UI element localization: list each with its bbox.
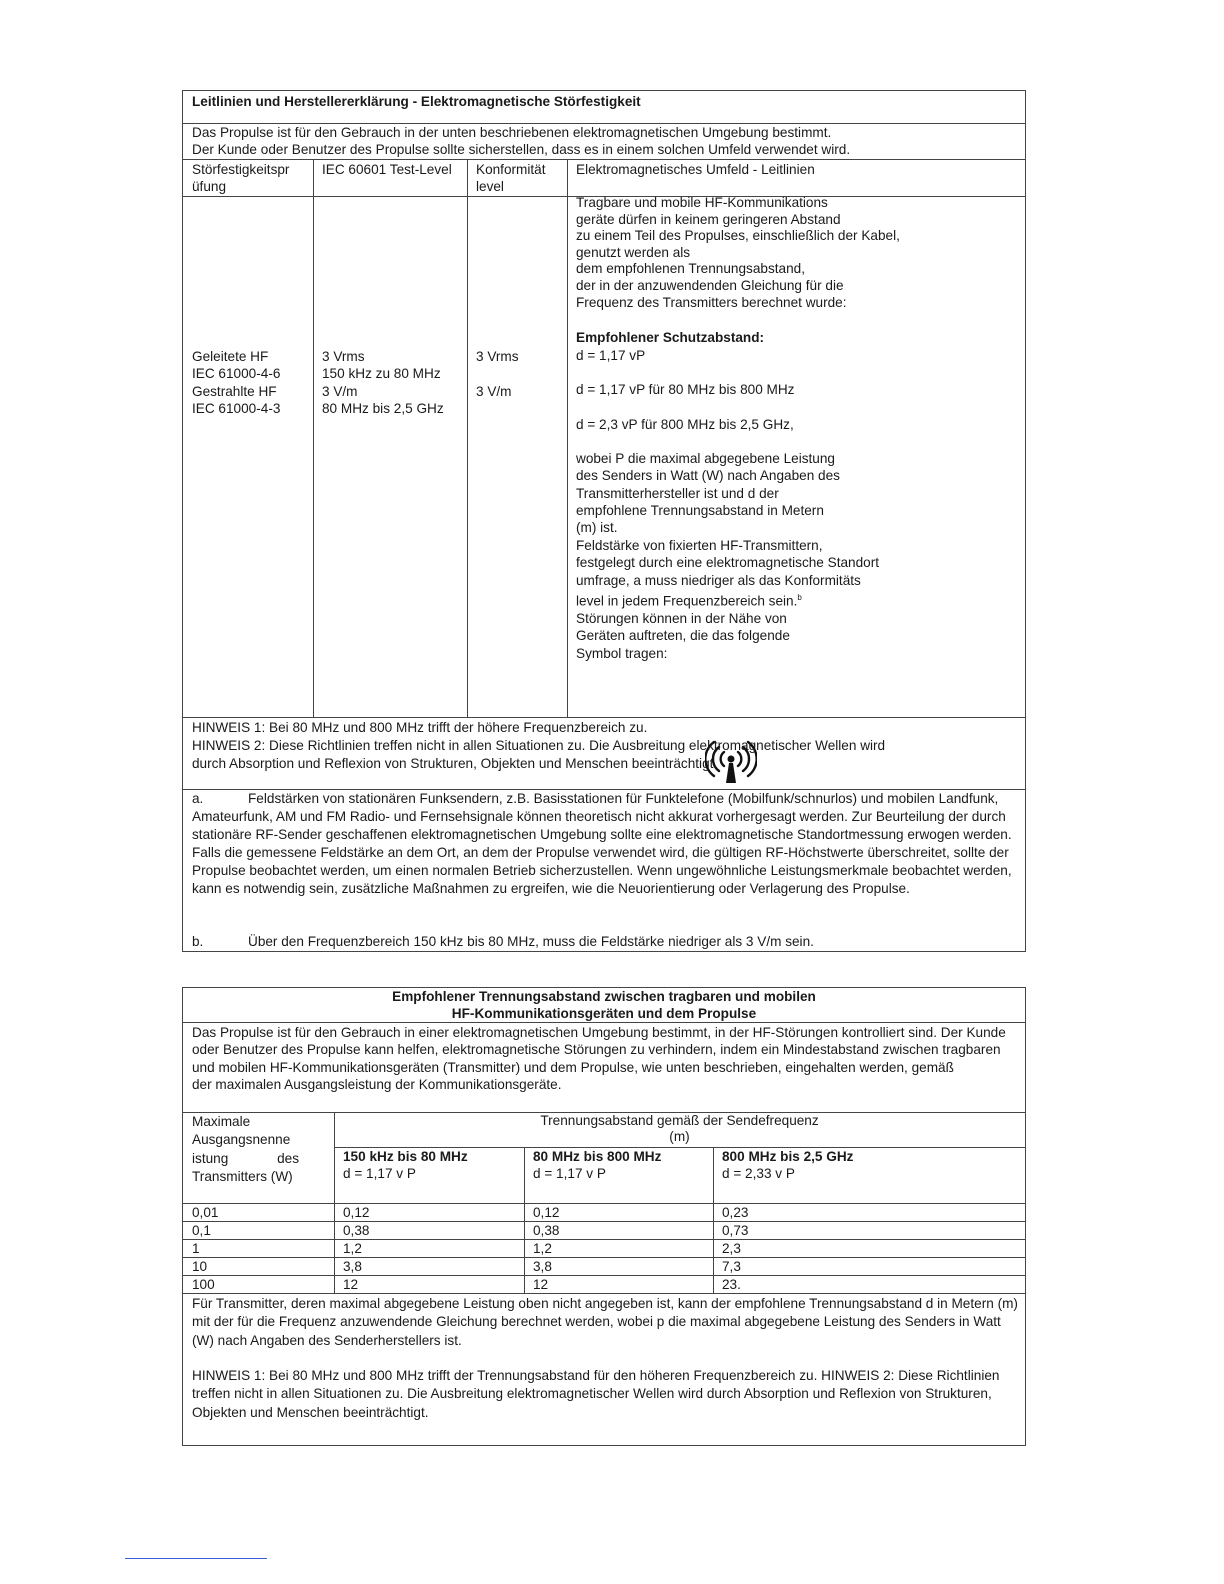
band-3-range: 800 MHz bis 2,5 GHz [722, 1149, 854, 1164]
header-level: IEC 60601 Test-Level [322, 162, 452, 177]
distance-cell: 0,12 [533, 1205, 560, 1220]
band-1-range: 150 kHz bis 80 MHz [343, 1149, 468, 1164]
guidance-bold: Empfohlener Schutzabstand: [576, 330, 765, 346]
distance-cell: 1,2 [343, 1241, 362, 1256]
immunity-intro-row [183, 124, 1025, 160]
footnote-b-text: Über den Frequenzbereich 150 kHz bis 80 MHz, muss die Feldstärke niedriger als 3 V/m sein. [248, 934, 814, 949]
guidance-end: Störungen können in der Nähe von Geräten auftreten, die das folgende Symbol tragen: [576, 610, 790, 661]
distance-cell: 0,23 [722, 1205, 749, 1220]
header-guidance: Elektromagnetisches Umfeld - Leitlinien [576, 162, 815, 177]
separation-title-row [183, 988, 1025, 1023]
separation-table [182, 987, 1026, 1446]
table-row [183, 1258, 1025, 1276]
band-3-formula: d = 2,33 v P [722, 1166, 795, 1182]
distance-cell: 3,8 [533, 1259, 552, 1274]
table-row [183, 1204, 1025, 1222]
immunity-header-row [183, 160, 1025, 197]
test-levels: 3 Vrms 150 kHz zu 80 MHz 3 V/m 80 MHz bis 2,5 GHz [322, 349, 444, 417]
footnote-b [183, 933, 1019, 950]
distance-cell: 3,8 [343, 1259, 362, 1274]
separation-title: Empfohlener Trennungsabstand zwischen tragbaren und mobilen HF-Kommunikationsgeräten und dem Propulse [392, 989, 816, 1021]
power-cell: 100 [192, 1277, 215, 1292]
immunity-body-row [183, 197, 1025, 718]
distance-cell: 12 [533, 1277, 549, 1292]
footnote-b-label: b. [192, 934, 204, 949]
formula-2: d = 1,17 vP für 80 MHz bis 800 MHz [576, 381, 795, 397]
footnote-a-text: Feldstärken von stationären Funksendern, z.B. Basisstationen für Funktelefone (Mobilfunk/schnurlos) und mobilen Landfunk, Amateurfunk, AM und FM Radio- und Fernsehsignale können theoretisch nicht akkurat vorhergesagt werden. Zur Beurteilung der durch stationäre RF-Sender geschaffenen elektromagnetischen Umgebung sollte eine elektromagnetische Standortmessung erwogen werden. Falls die gemessene Feldstärke an dem Ort, an dem der Propulse verwendet wird, die gültigen RF-Höchstwerte überschreitet, sollte der Propulse beobachtet werden, um einen normalen Betrieb sicherzustellen. Wenn ungewöhnliche Leistungsmerkmale beobachtet werden, kann es notwendig sein, zusätzliche Maßnahmen zu ergreifen, wie die Neuorientierung oder Verlagerung des Propulse. [192, 791, 1012, 896]
distance-cell: 0,38 [533, 1223, 560, 1238]
immunity-title-row [183, 91, 1025, 124]
guidance-rest: wobei P die maximal abgegebene Leistung des Senders in Watt (W) nach Angaben des Transmitterhersteller ist und d der empfohlene Trennungsabstand in Metern (m) ist. Feldstärke von fixierten HF-Transmittern, festgelegt durch eine elektromagnetische Standort umfrage, a muss niedriger als das Konformitäts level in jedem Frequenzbereich sein. [576, 450, 880, 609]
distance-cell: 12 [343, 1277, 359, 1292]
power-cell: 0,1 [192, 1223, 211, 1238]
footnote-a-label: a. [192, 791, 204, 806]
table-row [183, 1222, 1025, 1240]
separation-header-row [183, 1113, 1025, 1204]
footnote-separator [125, 1558, 267, 1559]
distance-cell: 7,3 [722, 1259, 741, 1274]
table-row [183, 1276, 1025, 1294]
span-header-cell [334, 1113, 1025, 1148]
separation-intro-row [183, 1023, 1025, 1113]
power-header: Maximale Ausgangsnenne istung des Transmitters (W) [192, 1114, 299, 1184]
footnote-a [183, 790, 1019, 898]
distance-cell: 0,38 [343, 1223, 370, 1238]
distance-cell: 0,12 [343, 1205, 370, 1220]
band-2 [524, 1148, 661, 1183]
immunity-table [182, 90, 1026, 952]
power-cell: 1 [192, 1241, 200, 1256]
guidance-sup: b [797, 593, 802, 603]
separation-intro: Das Propulse ist für den Gebrauch in einer elektromagnetischen Umgebung bestimmt, in der HF-Störungen kontrolliert sind. Der Kunde oder Benutzer des Propulse kann helfen, elektromagnetische Störungen zu verhindern, indem ein Mindestabstand zwischen tragbaren und mobilen HF-Kommunikationsgeräten (Transmitter) und dem Propulse, wie unten beschrieben, eingehalten werden, gemäß der maximalen Ausgangsleistung der Kommunikationsgeräte. [192, 1025, 1006, 1093]
formula-1: d = 1,17 vP [576, 347, 646, 363]
band-2-range: 80 MHz bis 800 MHz [533, 1149, 662, 1164]
table-row [183, 1240, 1025, 1258]
band-1 [334, 1148, 468, 1183]
guidance-rest-block [576, 450, 1027, 610]
distance-cell: 1,2 [533, 1241, 552, 1256]
band-1-formula: d = 1,17 v P [343, 1166, 416, 1182]
band-2-formula: d = 1,17 v P [533, 1166, 606, 1182]
band-3 [713, 1148, 853, 1183]
power-cell: 10 [192, 1259, 208, 1274]
immunity-notes: HINWEIS 1: Bei 80 MHz und 800 MHz trifft der höhere Frequenzbereich zu. HINWEIS 2: Diese Richtlinien treffen nicht in allen Situationen zu. Die Ausbreitung elektromagnetischer Wellen wird durch Absorption und Reflexion von Strukturen, Objekten und Menschen beeinträchtigt. [192, 720, 886, 771]
separation-notes: HINWEIS 1: Bei 80 MHz und 800 MHz trifft der Trennungsabstand für den höheren Frequenzbereich zu. HINWEIS 2: Diese Richtlinien treffen nicht in allen Situationen zu. Die Ausbreitung elektromagnetischer Wellen wird durch Absorption und Reflexion von Strukturen, Objekten und Menschen beeinträchtigt. [192, 1368, 1000, 1420]
immunity-footnotes-row [183, 790, 1025, 953]
guidance-column [567, 195, 1027, 662]
guidance-intro: Tragbare und mobile HF-Kommunikations geräte dürfen in keinem geringeren Abstand zu einem Teil des Propulses, einschließlich der Kabel, genutzt werden als dem empfohlenen Trennungsabstand, der in der anzuwendenden Gleichung für die Frequenz des Transmitters berechnet wurde: [576, 195, 900, 310]
immunity-intro: Das Propulse ist für den Gebrauch in der unten beschriebenen elektromagnetischen Umgebung bestimmt. Der Kunde oder Benutzer des Propulse sollte sicherstellen, dass es in einem solchen Umfeld verwendet wird. [192, 125, 851, 157]
distance-cell: 0,73 [722, 1223, 749, 1238]
test-names: Geleitete HF IEC 61000-4-6 Gestrahlte HF IEC 61000-4-3 [192, 349, 281, 417]
formula-3: d = 2,3 vP für 800 MHz bis 2,5 GHz, [576, 417, 794, 433]
power-cell: 0,01 [192, 1205, 219, 1220]
separation-footer-row [183, 1294, 1025, 1447]
header-conformity: Konformität level [476, 162, 546, 195]
distance-cell: 2,3 [722, 1241, 741, 1256]
separation-footer: Für Transmitter, deren maximal abgegebene Leistung oben nicht angegeben ist, kann der empfohlene Trennungsabstand d in Metern (m) mit der für die Frequenz anzuwendende Gleichung berechnet werden, wobei p die maximal abgegebene Leistung des Senders in Watt (W) nach Angaben des Senderherstellers ist. [192, 1296, 1018, 1348]
span-header: Trennungsabstand gemäß der Sendefrequenz (m) [540, 1113, 819, 1145]
distance-cell: 23. [722, 1277, 741, 1292]
header-test: Störfestigkeitspr üfung [192, 162, 290, 195]
immunity-notes-row [183, 718, 1025, 790]
conformity-levels: 3 Vrms 3 V/m [476, 349, 519, 399]
immunity-title: Leitlinien und Herstellererklärung - Elektromagnetische Störfestigkeit [192, 94, 641, 109]
